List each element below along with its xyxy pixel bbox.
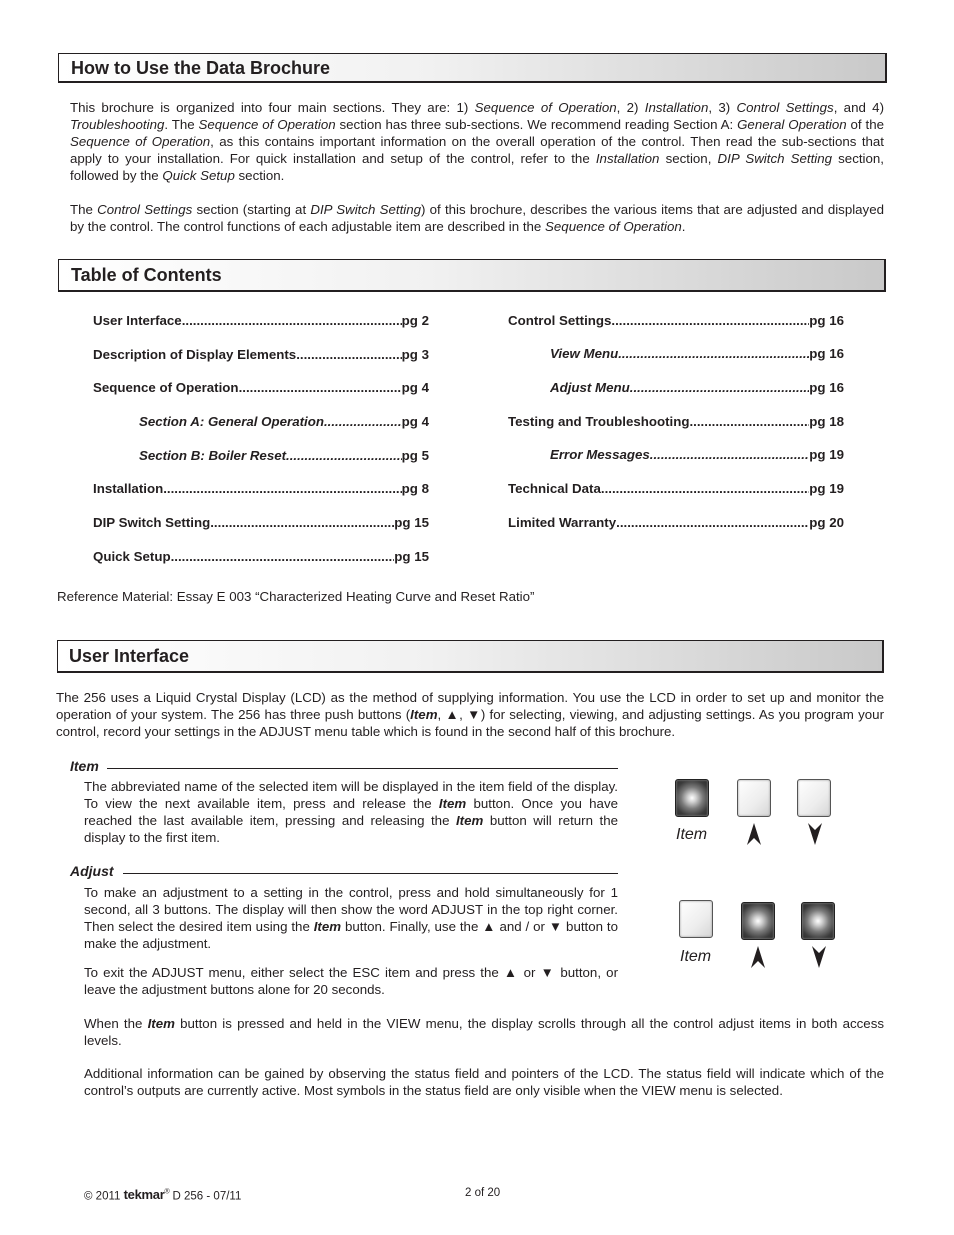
how-to-paragraph-2: The Control Settings section (starting at DIP Switch Setting) of this brochure, describes the various items that are adjusted and displayed by the control. The control functions of each adjustable item are described in the Sequence of Operation. [70,202,884,234]
up-button [737,779,771,817]
toc-entry-dip-switch[interactable]: DIP Switch Setting ..... pg 15 [93,515,429,531]
toc-entry-control-settings[interactable]: Control Settings ..... pg 16 [508,313,844,329]
item-button-label: Item [676,826,708,843]
brand-logo: tekmar® [123,1187,170,1203]
item-button-label: Item [680,948,712,965]
toc-entry-section-a[interactable]: Section A: General Operation ..... pg 4 [139,414,429,430]
down-arrow-icon [811,946,827,968]
adjust-heading-rule [123,873,618,874]
up-arrow-icon [750,946,766,968]
toc-entry-quick-setup[interactable]: Quick Setup ..... pg 15 [93,549,429,565]
footer-page-number: 2 of 20 [465,1187,501,1199]
item-button-pressed [675,779,709,817]
toc-entry-display-elements[interactable]: Description of Display Elements ..... pg 3 [93,347,429,363]
item-heading: Item [70,758,99,774]
down-button-pressed [801,902,835,940]
up-button-pressed [741,902,775,940]
adjust-heading: Adjust [70,863,114,879]
toc-entry-error-messages[interactable]: Error Messages ..... pg 19 [550,447,844,463]
adjust-description-1: To make an adjustment to a setting in the control, press and hold simultaneously for 1 second, all 3 buttons. The display will then show the word ADJUST in the top right corner. Then select the desired item using the Item button. Finally, use the ▲ and / or ▼ button to make the adjustment. [84,885,618,951]
item-button [679,900,713,938]
status-field-description: Additional information can be gained by observing the status field and pointers of the LCD. The status field will indicate which of the control’s outputs are currently active. Most symbols in the status field are only visible when the VIEW menu is selected. [84,1066,884,1098]
footer-copyright: © 2011 tekmar® D 256 - 07/11 [84,1187,242,1203]
item-heading-rule [107,768,618,769]
toc-entry-testing[interactable]: Testing and Troubleshooting ..... pg 18 [508,414,844,430]
toc-entry-user-interface[interactable]: User Interface ..... pg 2 [93,313,429,329]
toc-entry-sequence-of-operation[interactable]: Sequence of Operation ..... pg 4 [93,380,429,396]
down-button [797,779,831,817]
toc-entry-view-menu[interactable]: View Menu ..... pg 16 [550,346,844,362]
toc-entry-limited-warranty[interactable]: Limited Warranty ..... pg 20 [508,515,844,531]
section-title-toc: Table of Contents [71,265,222,285]
toc-entry-section-b[interactable]: Section B: Boiler Reset ..... pg 5 [139,448,429,464]
toc-entry-technical-data[interactable]: Technical Data ..... pg 19 [508,481,844,497]
down-arrow-icon [807,823,823,845]
section-title-user-interface: User Interface [69,646,190,666]
reference-material: Reference Material: Essay E 003 “Characterized Heating Curve and Reset Ratio” [57,589,535,604]
up-arrow-icon [746,823,762,845]
view-menu-description: When the Item button is pressed and held in the VIEW menu, the display scrolls through all the control adjust items in both access levels. [84,1016,885,1048]
adjust-description-2: To exit the ADJUST menu, either select the ESC item and press the ▲ or ▼ button, or leave the adjustment buttons alone for 20 seconds. [84,965,618,997]
header-notch [353,53,886,54]
section-title-how-to: How to Use the Data Brochure [71,58,331,78]
toc-entry-adjust-menu[interactable]: Adjust Menu ..... pg 16 [550,380,844,396]
how-to-paragraph-1: This brochure is organized into four main sections. They are: 1) Sequence of Operation, 2) Installation, 3) Control Settings, and 4) Troubleshooting. The Sequence of Operation section has three sub-sections. We recommend reading Section A: General Operation of the Sequence of Operation, as this contains important information on the overall operation of the control. Then read the sub-sections that apply to your installation. For quick installation and setup of the control, refer to the Installation section, DIP Switch Setting section, followed by the Quick Setup section. [70,100,884,183]
item-description: The abbreviated name of the selected item will be displayed in the item field of the display. To view the next available item, press and release the Item button. Once you have reached the last available item, pressing and releasing the Item button will return the display to the first item. [84,779,618,845]
toc-entry-installation[interactable]: Installation ..... pg 8 [93,481,429,497]
user-interface-intro: The 256 uses a Liquid Crystal Display (LCD) as the method of supplying information. You use the LCD in order to set up and monitor the operation of your system. The 256 has three push buttons (Item, ▲, ▼) for selecting, viewing, and adjusting settings. As you program your control, record your settings in the ADJUST menu table which is found in the second half of this brochure. [56,690,884,739]
